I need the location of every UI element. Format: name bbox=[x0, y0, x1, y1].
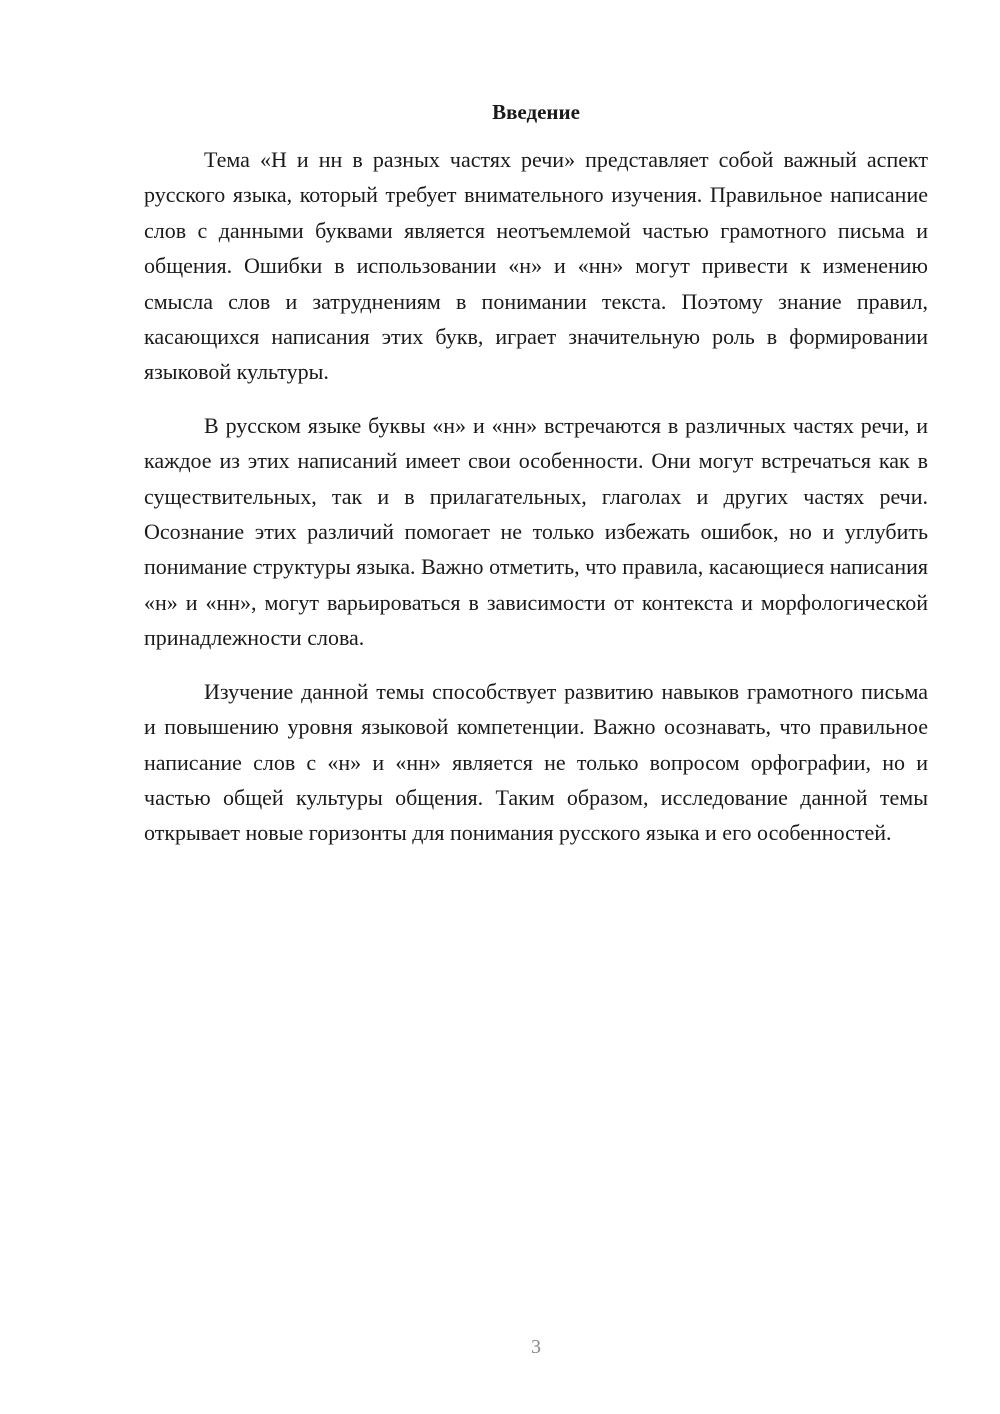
paragraph-2: В русском языке буквы «н» и «нн» встречаются в различных частях речи, и каждое из этих написаний имеет свои особенности. Они могут встречаться как в существительных, так и в прилагательных, глаголах и других частях речи. Осознание этих различий помогает не только избежать ошибок, но и углубить понимание структуры языка. Важно отметить, что правила, касающиеся написания «н» и «нн», могут варьироваться в зависимости от контекста и морфологической принадлежности слова. bbox=[144, 412, 928, 651]
paragraph-3: Изучение данной темы способствует развитию навыков грамотного письма и повышению уровня языковой компетенции. Важно осознавать, что правильное написание слов с «н» и «нн» является не только вопросом орфографии, но и частью общей культуры общения. Таким образом, исследование данной темы открывает новые горизонты для понимания русского языка и его особенностей. bbox=[144, 678, 928, 846]
paragraph-1: Тема «Н и нн в разных частях речи» представляет собой важный аспект русского языка, который требует внимательного изучения. Правильное написание слов с данными буквами является неотъемлемой частью грамотного письма и общения. Ошибки в использовании «н» и «нн» могут привести к изменению смысла слов и затруднениям в понимании текста. Поэтому знание правил, касающихся написания этих букв, играет значительную роль в формировании языковой культуры. bbox=[144, 147, 928, 385]
body-text bbox=[144, 142, 928, 869]
page-number: 3 bbox=[531, 1336, 541, 1358]
section-heading: Введение bbox=[492, 100, 580, 124]
